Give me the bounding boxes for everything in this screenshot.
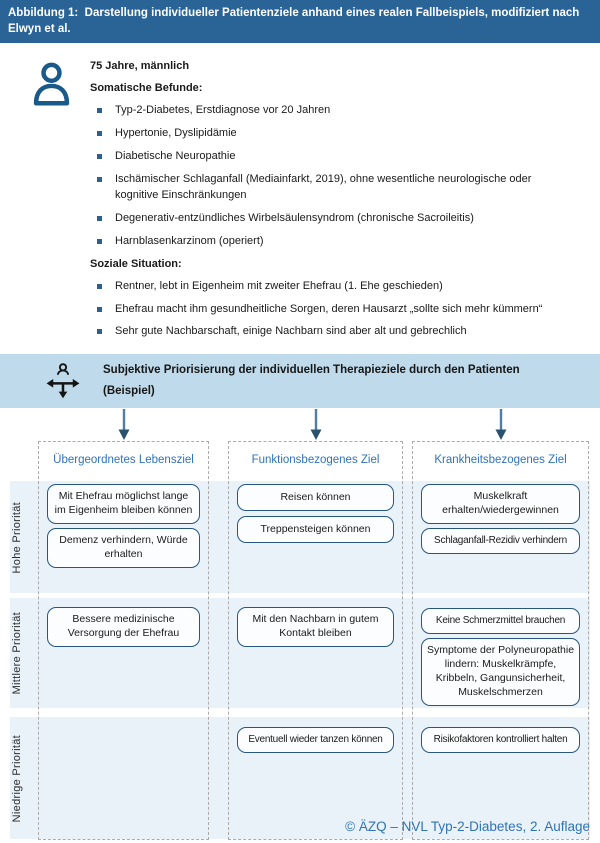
goal-box: Reisen können (237, 484, 394, 511)
list-item-text: Ischämischer Schlaganfall (Mediainfarkt, 2019), ohne wesentliche neurologische oder kognitive Einschränkungen (115, 172, 532, 201)
bullet-square-icon (97, 307, 102, 312)
somatic-findings-heading: Somatische Befunde: (90, 82, 203, 94)
list-item (97, 211, 574, 227)
goal-box: Risikofaktoren kontrolliert halten (421, 727, 580, 752)
goal-box: Keine Schmerzmittel brauchen (421, 608, 580, 633)
goal-box: Symptome der Polyneuropathie lindern: Muskelkrämpfe, Kribbeln, Gangunsicherheit, Muskelschmerzen (421, 638, 580, 705)
bullet-square-icon (97, 329, 102, 334)
social-situation-list (90, 279, 574, 341)
row-label-high-priority: Hohe Priorität (11, 501, 23, 574)
down-arrow-icon (309, 409, 323, 441)
bullet-square-icon (97, 284, 102, 289)
goal-box: Bessere medizinische Versorgung der Ehefrau (47, 607, 200, 647)
prioritization-text (103, 360, 520, 402)
list-item (97, 126, 574, 142)
bullet-square-icon (97, 131, 102, 136)
bullet-square-icon (97, 108, 102, 113)
list-item-text: Hypertonie, Dyslipidämie (115, 126, 237, 139)
goal-box: Eventuell wieder tanzen können (237, 727, 394, 752)
person-icon (30, 59, 74, 347)
bullet-square-icon (97, 154, 102, 159)
goal-box: Schlaganfall-Rezidiv verhindern (421, 528, 580, 553)
list-item-text: Harnblasenkarzinom (operiert) (115, 234, 264, 247)
column-header: Krankheitsbezogenes Ziel (434, 454, 567, 467)
patient-age-sex: 75 Jahre, männlich (90, 60, 190, 72)
figure-caption-line2: Elwyn et al. (8, 23, 71, 35)
column-life-goal (38, 441, 209, 840)
list-item-text: Diabetische Neuropathie (115, 149, 236, 162)
list-item-text: Typ-2-Diabetes, Erstdiagnose vor 20 Jahren (115, 104, 331, 116)
goal-box: Mit den Nachbarn in gutem Kontakt bleiben (237, 607, 394, 647)
goal-box: Treppensteigen können (237, 516, 394, 543)
list-item-text: Rentner, lebt in Eigenheim mit zweiter Ehefrau (1. Ehe geschieden) (115, 279, 443, 292)
prioritization-line2: (Beispiel) (103, 385, 155, 398)
list-item (97, 279, 574, 295)
column-header: Übergeordnetes Lebensziel (53, 454, 194, 467)
down-arrow-icon (494, 409, 508, 441)
person-move-arrows-icon (45, 362, 81, 400)
row-label-medium-priority: Mittlere Priorität (11, 612, 23, 695)
list-item-text: Degenerativ-entzündliches Wirbelsäulensyndrom (chronische Sacroileitis) (115, 211, 474, 224)
list-item (97, 103, 574, 119)
list-item (97, 234, 574, 250)
goal-box: Mit Ehefrau möglichst lange im Eigenheim bleiben können (47, 484, 200, 524)
list-item (97, 324, 574, 340)
goal-box: Demenz verhindern, Würde erhalten (47, 528, 200, 568)
patient-details (90, 59, 574, 347)
list-item (97, 302, 574, 318)
social-situation-heading: Soziale Situation: (90, 257, 182, 270)
prioritization-band (0, 354, 600, 408)
goal-box: Muskelkraft erhalten/wiedergewinnen (421, 484, 580, 524)
connector-arrows (0, 408, 600, 441)
bullet-square-icon (97, 177, 102, 182)
bullet-square-icon (97, 216, 102, 221)
column-disease-goal (412, 441, 589, 840)
row-label-low-priority: Niedrige Priorität (11, 734, 23, 823)
list-item (97, 149, 574, 165)
bullet-square-icon (97, 239, 102, 244)
down-arrow-icon (117, 409, 131, 441)
list-item (97, 172, 574, 204)
list-item-text: Sehr gute Nachbarschaft, einige Nachbarn sind aber alt und gebrechlich (115, 325, 467, 338)
figure-caption-bar (0, 0, 600, 43)
list-item-text: Ehefrau macht ihm gesundheitliche Sorgen, deren Hausarzt „sollte sich mehr kümmern“ (115, 302, 543, 315)
column-header: Funktionsbezogenes Ziel (251, 454, 380, 467)
copyright-credit: © ÄZQ – NVL Typ-2-Diabetes, 2. Auflage (345, 819, 590, 834)
column-function-goal (228, 441, 403, 840)
patient-section (0, 43, 600, 347)
somatic-findings-list (90, 103, 574, 250)
figure-caption-line1: Abbildung 1: Darstellung individueller Patientenziele anhand eines realen Fallbeispiels, modifiziert nach (8, 7, 580, 19)
priority-matrix (0, 441, 600, 843)
prioritization-line1: Subjektive Priorisierung der individuellen Therapieziele durch den Patienten (103, 364, 520, 377)
